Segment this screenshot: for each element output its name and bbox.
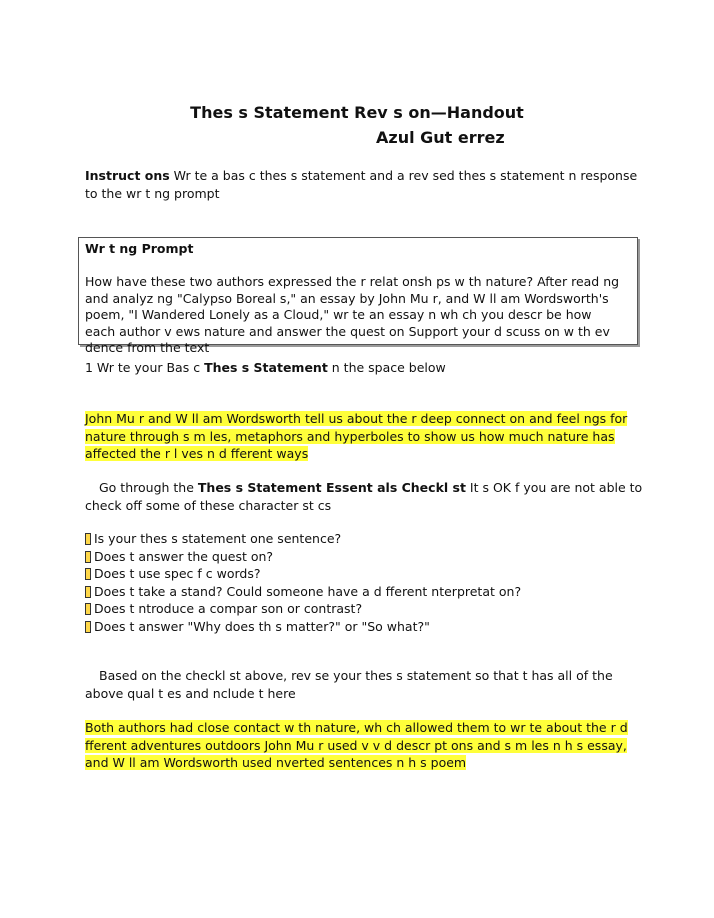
checklist-item-label: Is your thes s statement one sentence? [94,531,342,546]
checklist-item [85,618,645,636]
writing-prompt-body: How have these two authors expressed the r relat onsh ps w th nature? After read ng and analyz ng "Calypso Boreal s," an essay by John Mu r, and W ll am Wordsworth's poem, "I Wandered Lonely as a Cloud," wr te an essay n wh ch you descr be how each author v ews nature and answer the quest on Support your d scuss on w th ev dence from the text [85,274,620,355]
instructions [85,167,645,202]
writing-prompt-heading: Wr t ng Prompt [85,241,194,256]
instructions-label: Instruct ons [85,168,170,183]
writing-prompt-box [78,237,638,355]
basic-thesis-answer [85,410,645,463]
step-1 [85,359,645,377]
checkbox-icon [85,603,91,615]
revised-thesis-answer [85,719,645,772]
checklist-item-label: Does t use spec f c words? [94,566,261,581]
checklist-item-label: Does t take a stand? Could someone have a d fferent nterpretat on? [94,583,522,599]
instructions-text: Wr te a bas c thes s statement and a rev sed thes s statement n response to the wr t ng prompt [85,168,638,201]
step-2-prefix: Go through the [99,480,198,495]
step-3 [85,667,645,702]
step-2 [85,479,645,514]
checklist-item-label: Does t ntroduce a compar son or contrast? [94,601,363,616]
checklist-item [85,548,645,566]
revised-thesis-text: Both authors had close contact w th nature, wh ch allowed them to wr te about the r d fferent adventures outdoors John Mu r used v v d descr pt ons and s m les n h s essay, and W ll am Wordsworth used nverted sentences n h s poem [85,720,628,770]
checklist-item-label: Does t answer the quest on? [94,548,274,564]
checkbox-icon [85,533,91,545]
page-title: Thes s Statement Rev s on—Handout [190,103,524,122]
checklist-item [85,565,645,583]
checkbox-icon [85,568,91,580]
checklist-item-label: Does t answer "Why does th s matter?" or "So what?" [94,618,430,634]
checkbox-icon [85,586,91,598]
checkbox-icon [85,621,91,633]
checklist-item [85,530,645,548]
step-1-prefix: 1 Wr te your Bas c [85,360,205,375]
author-name: Azul Gut errez [376,128,505,147]
step-1-bold: Thes s Statement [204,360,328,375]
checkbox-icon [85,551,91,563]
step-2-suffix: It s OK f you are not able to check off some of these character st cs [85,480,643,513]
basic-thesis-text: John Mu r and W ll am Wordsworth tell us about the r deep connect on and feel ngs for nature through s m les, metaphors and hyperboles to show us how much nature has affected the r l ves n d fferent ways [85,411,628,461]
step-2-bold: Thes s Statement Essent als Checkl st [197,480,466,495]
checklist-item [85,600,645,618]
step-3-text: Based on the checkl st above, rev se your thes s statement so that t has all of the above qual t es and nclude t here [85,668,613,701]
checklist [85,530,645,635]
checklist-item [85,583,645,601]
step-1-suffix: n the space below [327,360,446,375]
